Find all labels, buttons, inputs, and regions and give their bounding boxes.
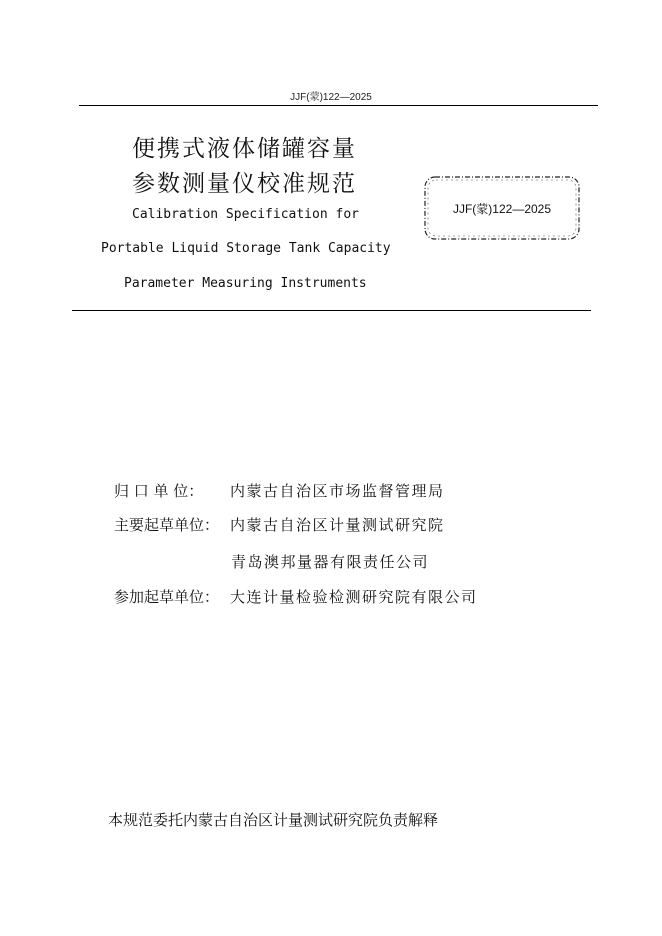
interpretation-note: 本规范委托内蒙古自治区计量测试研究院负责解释 [108, 811, 439, 829]
title-chinese-line-2: 参数测量仪校准规范 [132, 171, 357, 197]
participating-unit-row [114, 586, 478, 607]
main-drafting-unit-label: 主要起草单位： [114, 516, 220, 534]
standard-number-stamp [423, 175, 581, 241]
centralized-unit-label: 归 口 单 位： [114, 482, 204, 500]
participating-unit-value: 大连计量检验检测研究院有限公司 [230, 588, 478, 606]
main-drafting-unit-value-1: 内蒙古自治区计量测试研究院 [230, 516, 445, 534]
title-english-line-2: Portable Liquid Storage Tank Capacity [101, 241, 391, 256]
main-drafting-unit-row [114, 514, 445, 535]
centralized-unit-value: 内蒙古自治区市场监督管理局 [230, 482, 445, 500]
centralized-unit-row [114, 480, 445, 501]
title-english-line-1: Calibration Specification for [132, 207, 359, 222]
main-drafting-unit-value-2: 青岛澳邦量器有限责任公司 [231, 553, 430, 571]
participating-unit-label: 参加起草单位： [114, 588, 220, 606]
title-divider-rule [72, 310, 591, 311]
title-chinese-line-1: 便携式液体储罐容量 [132, 136, 357, 162]
header-standard-code: JJF(蒙)122—2025 [290, 92, 372, 103]
main-drafting-unit-row-2 [231, 551, 429, 572]
header-rule [79, 105, 598, 106]
stamp-code-text: JJF(蒙)122—2025 [452, 202, 552, 216]
title-english-line-3: Parameter Measuring Instruments [124, 276, 367, 291]
